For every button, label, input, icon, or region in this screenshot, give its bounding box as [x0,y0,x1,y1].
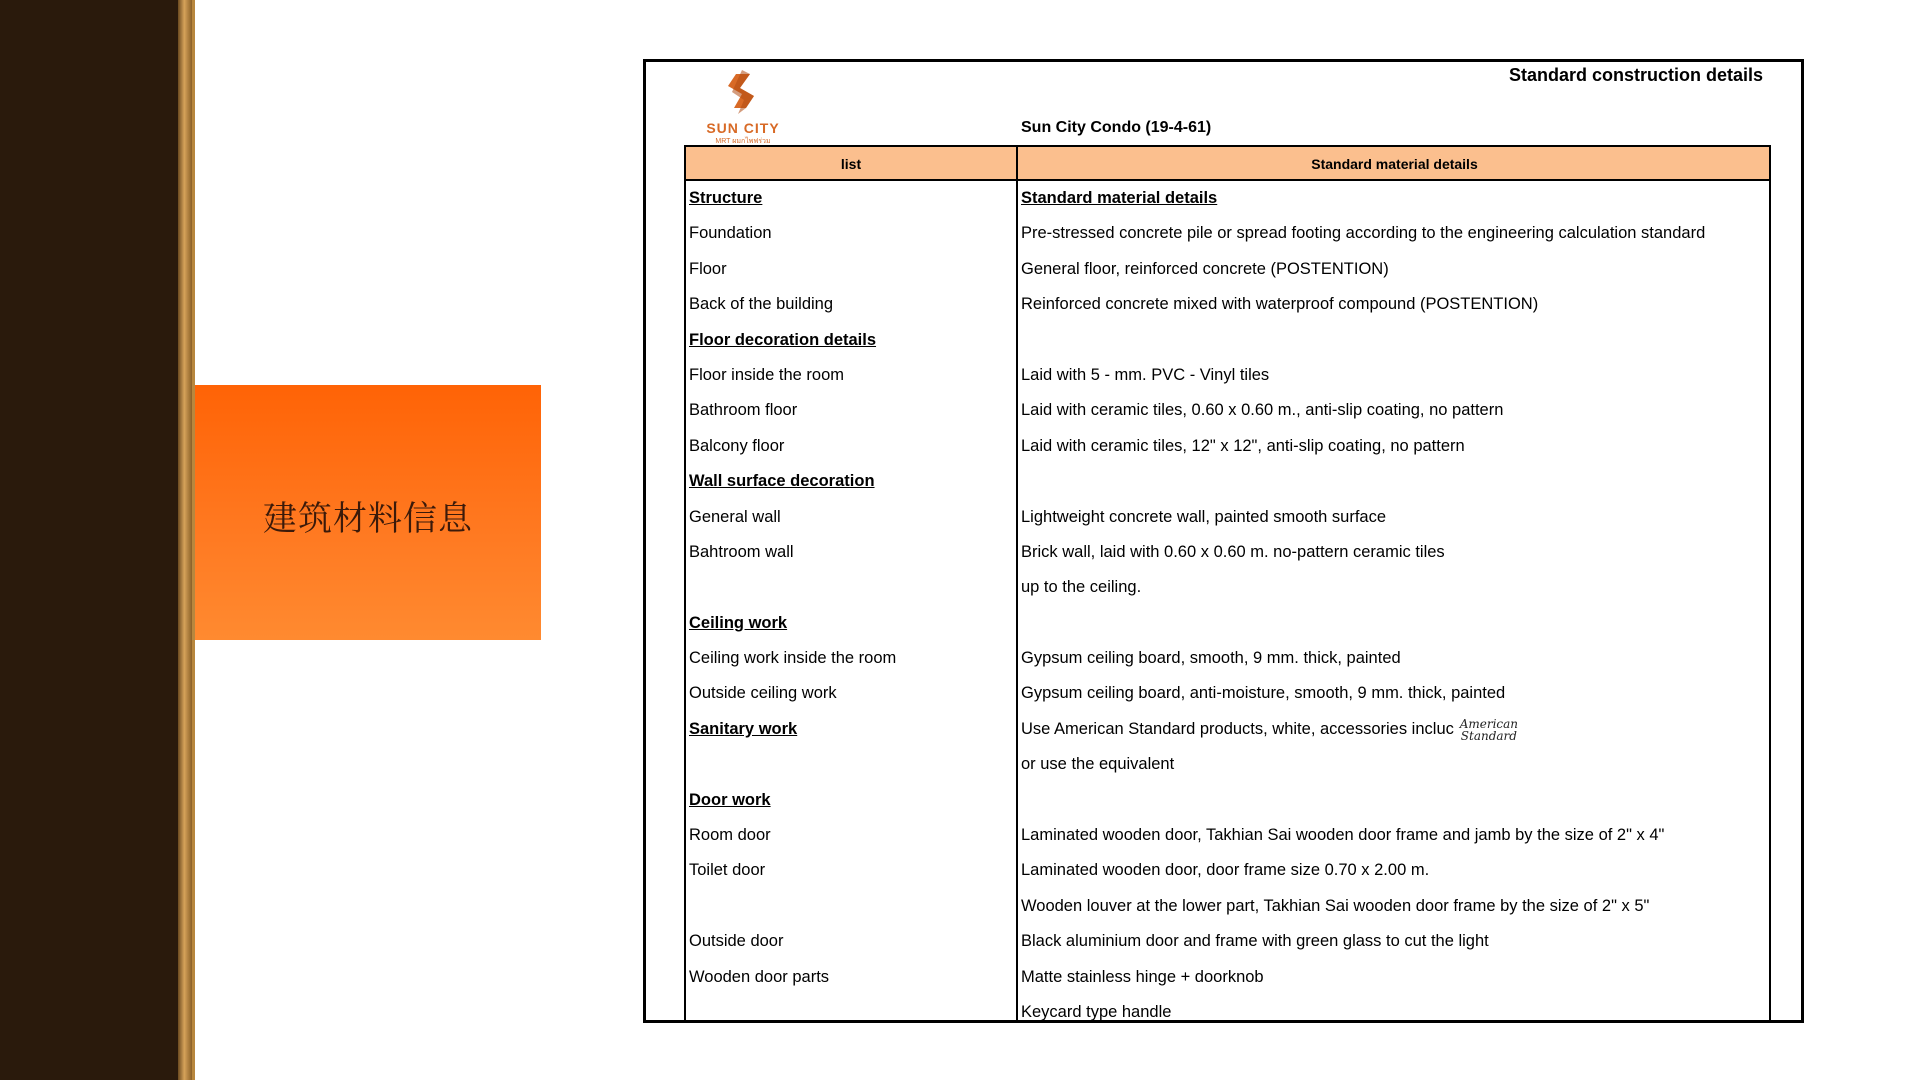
category-heading: Structure [689,189,763,207]
material-detail-text: Laminated wooden door, Takhian Sai wooden door frame and jamb by the size of 2" x 4" [1021,826,1665,845]
material-detail [1021,960,1264,995]
material-detail [1021,358,1269,393]
category-heading: Floor decoration details [689,330,877,349]
material-detail [1021,995,1171,1023]
material-detail-text: Black aluminium door and frame with green glass to cut the light [1021,932,1489,951]
table-row [686,429,1769,464]
category-heading: Door work [689,790,771,809]
material-detail-text: Gypsum ceiling board, anti-moisture, smooth, 9 mm. thick, painted [1021,684,1506,703]
material-detail [1021,641,1401,676]
table-row [686,181,1769,216]
logo-subtext: MRT ผมกไพฟร่วม [715,138,771,145]
item-label: Back of the building [689,295,834,314]
sun-city-logo [698,68,788,148]
material-detail [1021,535,1445,570]
table-row [686,641,1769,676]
construction-details-document [643,59,1804,1023]
table-row [686,747,1769,782]
table-row [686,818,1769,853]
table-row [686,252,1769,287]
item-label: Ceiling work inside the room [689,649,897,668]
material-detail [1021,252,1389,287]
material-detail [1021,924,1489,959]
logo-text: SUN CITY [706,120,780,136]
material-detail-text: Standard material details [1021,189,1218,207]
table-row [686,995,1769,1023]
material-detail-text: Pre-stressed concrete pile or spread footing according to the engineering calculation standard [1021,224,1706,243]
material-detail-text: Laid with ceramic tiles, 12" x 12", anti-slip coating, no pattern [1021,436,1465,455]
item-label: Bathroom floor [689,401,798,420]
material-detail-text: Keycard type handle [1021,1002,1172,1021]
sun-city-logo-icon [698,68,788,120]
section-title-block [195,385,541,640]
table-row [686,358,1769,393]
material-detail [1021,570,1141,605]
materials-table [684,145,1771,1023]
material-detail-text: Reinforced concrete mixed with waterproof compound (POSTENTION) [1021,295,1539,314]
table-row [686,853,1769,888]
material-detail [1021,181,1217,216]
category-heading: Sanitary work [689,719,798,738]
material-detail-text: Use American Standard products, white, accessories incluc [1021,719,1454,738]
item-label: Bahtroom wall [689,542,794,561]
material-detail-text: Laid with ceramic tiles, 0.60 x 0.60 m., anti-slip coating, no pattern [1021,401,1504,420]
table-row [686,323,1769,358]
section-title: 建筑材料信息 [263,499,473,539]
document-title: Standard construction details [1508,65,1763,85]
material-detail [1021,216,1705,251]
material-detail-text: or use the equivalent [1021,755,1175,774]
material-detail [1021,393,1503,428]
item-label: Toilet door [689,861,766,880]
left-decorative-bar [0,0,178,1080]
material-detail-text: Laid with 5 - mm. PVC - Vinyl tiles [1021,365,1270,384]
material-detail [1021,500,1386,535]
material-detail [1021,818,1664,853]
material-detail-text: Matte stainless hinge + doorknob [1021,967,1264,986]
table-row [686,783,1769,818]
american-standard-logo: American Standard [1459,716,1519,743]
category-heading: Wall surface decoration [689,472,875,491]
category-heading: Ceiling work [689,613,788,632]
material-detail [1021,712,1520,747]
material-detail-text: Gypsum ceiling board, smooth, 9 mm. thick, painted [1021,649,1401,668]
material-detail-text: Lightweight concrete wall, painted smooth surface [1021,507,1387,526]
item-label: Room door [689,826,771,845]
item-label: Foundation [689,224,772,243]
item-label: Outside door [689,932,784,951]
material-detail [1021,676,1505,711]
table-row [686,464,1769,499]
item-label: Outside ceiling work [689,684,837,703]
table-row [686,924,1769,959]
item-label: Floor [689,259,727,278]
material-detail-text: Brick wall, laid with 0.60 x 0.60 m. no-pattern ceramic tiles [1021,542,1445,561]
project-name: Sun City Condo (19-4-61) [1021,119,1212,136]
table-row [686,535,1769,570]
column-header-list: list [840,156,862,172]
material-detail-text: up to the ceiling. [1021,578,1142,597]
material-detail-text: Wooden louver at the lower part, Takhian Sai wooden door frame by the size of 2" x 5" [1021,896,1650,915]
table-row [686,393,1769,428]
material-detail-text: General floor, reinforced concrete (POSTENTION) [1021,259,1389,278]
material-detail [1021,429,1465,464]
material-detail [1021,287,1538,322]
table-row [686,712,1769,747]
material-detail [1021,889,1649,924]
table-row [686,216,1769,251]
material-detail-text: Laminated wooden door, door frame size 0.70 x 2.00 m. [1021,861,1430,880]
table-row [686,889,1769,924]
table-header [686,147,1769,181]
table-row [686,287,1769,322]
left-gold-stripe [178,0,192,1080]
table-row [686,500,1769,535]
material-detail [1021,853,1429,888]
table-row [686,676,1769,711]
table-body [686,181,1769,1023]
column-header-details: Standard material details [1311,156,1478,172]
table-row [686,570,1769,605]
item-label: General wall [689,507,781,526]
item-label: Wooden door parts [689,967,830,986]
material-detail [1021,747,1174,782]
item-label: Floor inside the room [689,365,844,384]
item-label: Balcony floor [689,436,785,455]
table-row [686,606,1769,641]
table-row [686,960,1769,995]
